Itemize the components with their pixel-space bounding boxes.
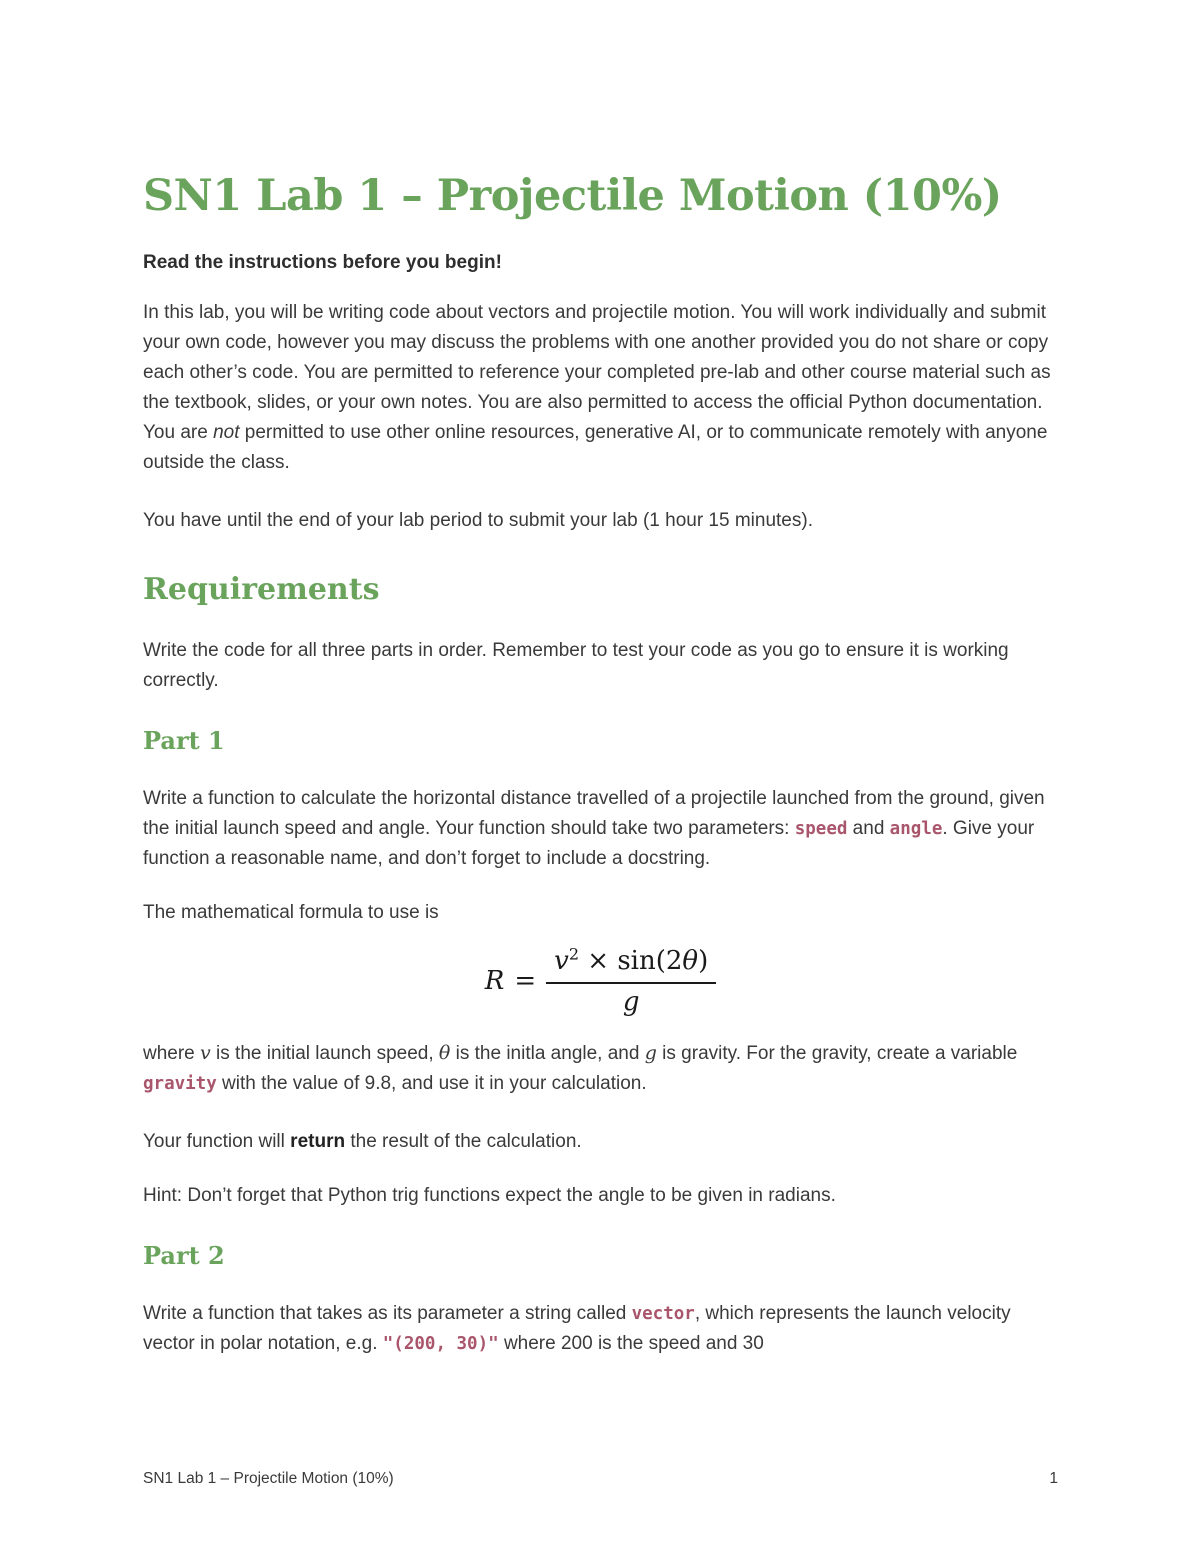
var-g: g [644, 1041, 657, 1064]
part2-heading: Part 2 [143, 1240, 225, 1270]
requirements-paragraph: Write the code for all three parts in order. Remember to test your code as you go to ensure it is working correctly. [143, 639, 1009, 691]
intro-text-cont: permitted to use other online resources, generative AI, or to communicate remotely with anyone outside the class. [143, 421, 1048, 473]
part1-task-and: and [847, 817, 890, 839]
hint-paragraph: Hint: Don’t forget that Python trig functions expect the angle to be given in radians. [143, 1184, 836, 1206]
return-text: Your function will [143, 1130, 291, 1152]
intro-text: In this lab, you will be writing code about vectors and projectile motion. You will work individually and submit your own code, however you may discuss the problems with one another provided you do not share or copy each other’s code. You are permitted to reference your completed pre-lab and other course material such as the textbook, slides, or your own notes. You are also permitted to access the official Python documentation. You are [143, 301, 1051, 443]
var-theta: θ [438, 1041, 451, 1064]
range-formula [143, 943, 1058, 1018]
page-footer [143, 1470, 1058, 1488]
variables-explanation-paragraph [143, 1038, 1058, 1099]
where-text-4: is gravity. For the gravity, create a variable [656, 1042, 1018, 1064]
angle-inline-code: angle [889, 818, 943, 839]
formula-fraction [546, 943, 716, 1018]
time-limit-paragraph: You have until the end of your lab period to submit your lab (1 hour 15 minutes). [143, 509, 813, 531]
gravity-inline-code: gravity [143, 1073, 217, 1094]
speed-inline-code: speed [794, 818, 848, 839]
formula-lhs-R: R [484, 965, 505, 996]
document-title: SN1 Lab 1 – Projectile Motion (10%) [143, 171, 1002, 221]
where-text-5: with the value of 9.8, and use it in your calculation. [216, 1072, 647, 1094]
return-text-cont: the result of the calculation. [345, 1130, 582, 1152]
read-instructions-lead: Read the instructions before you begin! [143, 251, 502, 273]
polar-example-inline-code: "(200, 30)" [382, 1333, 499, 1354]
where-text-3: is the initla angle, and [450, 1042, 645, 1064]
formula-close-paren: ) [698, 945, 709, 976]
return-paragraph [143, 1127, 1058, 1157]
where-text-2: is the initial launch speed, [210, 1042, 439, 1064]
where-text: where [143, 1042, 201, 1064]
part2-task-text-3: where 200 is the speed and 30 [498, 1332, 764, 1354]
var-v: v [200, 1041, 211, 1064]
part2-task-text: Write a function that takes as its parameter a string called [143, 1302, 632, 1324]
formula-v: v [554, 945, 569, 976]
part1-task-text: Write a function to calculate the horizontal distance travelled of a projectile launched from the ground, given the initial launch speed and angle. Your function should take two parameters: [143, 787, 1045, 839]
requirements-heading: Requirements [143, 571, 380, 607]
part2-task-paragraph [143, 1299, 1058, 1359]
vector-inline-code: vector [631, 1303, 695, 1324]
return-bold: return [290, 1130, 346, 1152]
part1-task-paragraph [143, 784, 1058, 874]
formula-numerator [546, 943, 716, 984]
footer-page-number: 1 [1049, 1470, 1058, 1487]
formula-intro-paragraph: The mathematical formula to use is [143, 901, 439, 923]
footer-document-title: SN1 Lab 1 – Projectile Motion (10%) [143, 1470, 394, 1487]
part1-task-text-cont: . Give your function a reasonable name, and don’t forget to include a docstring. [143, 817, 1035, 869]
formula-equals: = [514, 965, 537, 996]
intro-paragraph [143, 298, 1058, 478]
formula-times-sin: × sin(2 [579, 945, 683, 976]
part1-heading: Part 1 [143, 725, 225, 755]
formula-denominator-g: g [622, 986, 640, 1017]
intro-not-italic: not [213, 421, 240, 443]
formula-exponent: 2 [568, 943, 580, 963]
part2-task-text-2: , which represents the launch velocity vector in polar notation, e.g. [143, 1302, 1011, 1354]
formula-theta: θ [682, 945, 699, 976]
